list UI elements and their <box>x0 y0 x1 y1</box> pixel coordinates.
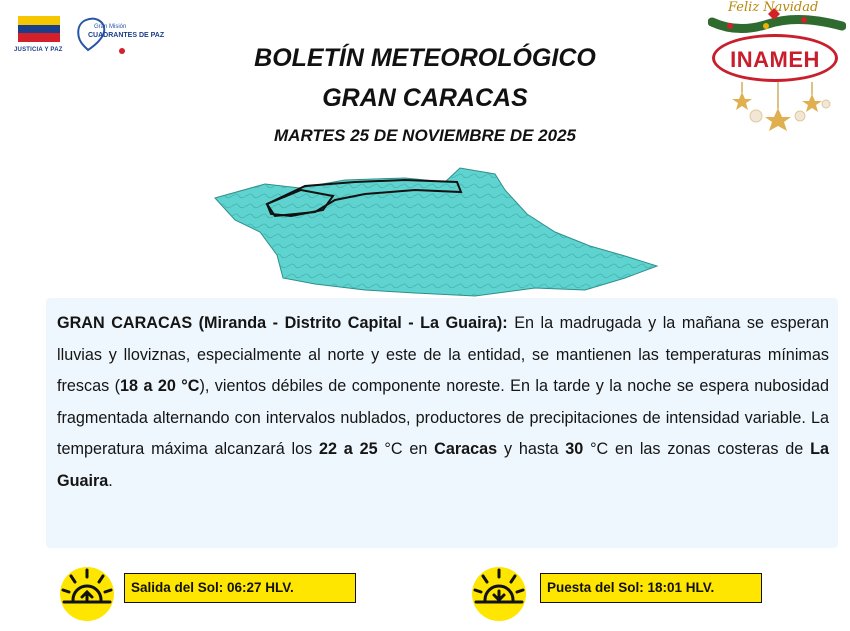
map-relief-texture <box>215 168 657 296</box>
bulletin-temp-coast: 30 <box>565 440 584 459</box>
bulletin-part-2: ), vientos débiles de componente noreste. En la tarde y la noche se espera nubosidad fragmentada alternando con intervalos nublados, productores de precipitaciones de intensidad variable. La temperatura máxima alcanzará los <box>57 377 829 459</box>
sunrise-box: Salida del Sol: 06:27 HLV. <box>124 573 356 603</box>
mission-line1: Gran Misión <box>94 24 127 30</box>
sunset-box: Puesta del Sol: 18:01 HLV. <box>540 573 762 603</box>
bulletin-date: MARTES 25 DE NOVIEMBRE DE 2025 <box>274 126 576 145</box>
bulletin-part-5: °C en las zonas costeras de <box>583 440 811 459</box>
bulletin-temp-min: 18 a 20 °C <box>120 377 200 396</box>
christmas-ornaments-icon <box>708 82 846 142</box>
sunrise-icon <box>52 556 122 616</box>
inameh-brand: INAMEH <box>730 47 820 72</box>
bulletin-text <box>57 308 829 498</box>
bulletin-part-3: °C en <box>377 440 435 459</box>
bulletin-temp-max: 22 a 25 <box>319 440 378 459</box>
bulletin-coast: La Guaira <box>57 440 829 490</box>
bulletin-part-6: . <box>108 471 113 490</box>
justicia-paz-label: JUSTICIA Y PAZ <box>14 47 63 53</box>
bulletin-part-4: y hasta <box>497 440 566 459</box>
bulletin-region: GRAN CARACAS (Miranda - Distrito Capital - La Guaira): <box>57 314 508 332</box>
garland-text: Feliz Navidad <box>728 0 819 15</box>
sunset-icon <box>464 556 534 616</box>
gran-caracas-relief-map <box>205 160 665 305</box>
mission-line2: CUADRANTES DE PAZ <box>88 32 165 39</box>
bulletin-title: BOLETÍN METEOROLÓGICO <box>254 44 596 72</box>
bulletin-city: Caracas <box>434 440 498 459</box>
inameh-oval <box>712 34 838 82</box>
venezuela-flag-icon <box>18 16 60 42</box>
region-title: GRAN CARACAS <box>322 84 528 112</box>
inameh-logo <box>708 0 846 140</box>
bulletin-part-1: En la madrugada y la mañana se esperan lluvias y lloviznas, especialmente al norte y este de la entidad, se mantienen las temperaturas mínimas frescas ( <box>57 314 829 396</box>
